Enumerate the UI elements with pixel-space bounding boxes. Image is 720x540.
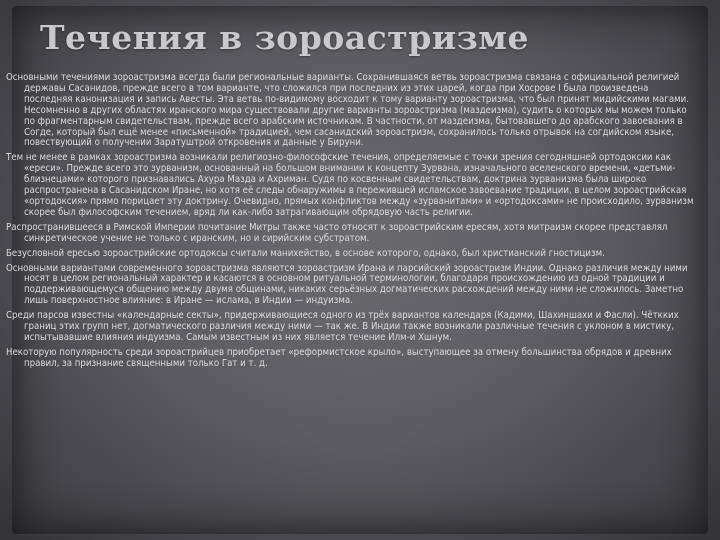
paragraph-zurvanism: Тем не менее в рамках зороастризма возникали религиозно-философские течения, определяемые с точки зрения сегодняшней ортодоксии как «ереси». Прежде всего это зурванизм, основанный на большом внимании к концепту Зурвана, изначального вселенского времени, «детьми-близнецами» которого признавались Ахура Мазда и Ахриман. Судя по косвенным свидетельствам, доктрина зурванизма была широко распространена в Сасанидском Иране, но хотя её следы обнаружимы в пережившей исламское завоевание традиции, в целом зороастрийская «ортодоксия» прямо порицает эту доктрину. Очевидно, прямых конфликтов между «зурванитами» и «ортодоксами» не происходило, зурванизм скорее был философским течением, вряд ли как-либо затрагивающим обрядовую часть религии. (6, 152, 694, 218)
slide-title: Течения в зороастризме (40, 18, 529, 57)
paragraph-manichaeism: Безусловной ересью зороастрийские ортодоксы считали манихейство, в основе которого, однако, был христианский гностицизм. (6, 247, 605, 259)
paragraph-modern-variants: Основными вариантами современного зороастризма являются зороастризм Ирана и парсийский зороастризм Индии. Однако различия между ними носят в целом региональный характер и касаются в основном ритуальной терминологии, благодаря происхождению из одной традиции и поддерживающемуся общению между двумя общинами, никаких серьёзных догматических расхождений между ними не сложилось. Заметно лишь поверхностное влияние: в Иране — ислама, в Индии — индуизма. (6, 262, 688, 307)
paragraph-mithraism: Распространившееся в Римской Империи почитание Митры также часто относят к зороастрийским ересям, хотя митраизм скорее представлял синкретическое учение не только с иранским, но и сирийским субстратом. (6, 221, 668, 244)
paragraph-reformist-wing: Некоторую популярность среди зороастрийцев приобретает «реформистское крыло», выступающее за отмену большинства обрядов и древних правил, за признание священными только Гат и т. д. (6, 346, 672, 369)
slide-body (6, 73, 694, 374)
paragraph-calendar-sects: Среди парсов известны «календарные секты», придерживающиеся одного из трёх вариантов календаря (Кадими, Шахиншахи и Фасли). Чёткких границ этих групп нет, догматического различия между ними — так же. В Индии также возникали различные течения с уклоном в мистику, испытывавшие влияния индуизма. Самым известным из них является течение Илм-и Хшнум. (6, 310, 679, 343)
paragraph-main-branches: Основными течениями зороастризма всегда были региональные варианты. Сохранившаяся ветвь зороастризма связана с официальной религией державы Сасанидов, прежде всего в том варианте, что сложился при последних из этих царей, когда при Хосрове I была произведена последняя канонизация и запись Авесты. Эта ветвь по-видимому восходит к тому варианту зороастризма, что был принят мидийскими магами. Несомненно в других областях иранского мира существовали другие варианты зороастризма (маздеизма), судить о которых мы можем только по фрагментарным свидетельствам, прежде всего арабским источникам. В частности, от маздеизма, бытовавшего до арабского завоевания в Согде, который был ещё менее «письменной» традицией, чем сасанидский зороастризм, сохранилось только отрывок на согдийском языке, повествующий о получении Заратуштрой откровения и данные у Бируни. (6, 72, 689, 149)
